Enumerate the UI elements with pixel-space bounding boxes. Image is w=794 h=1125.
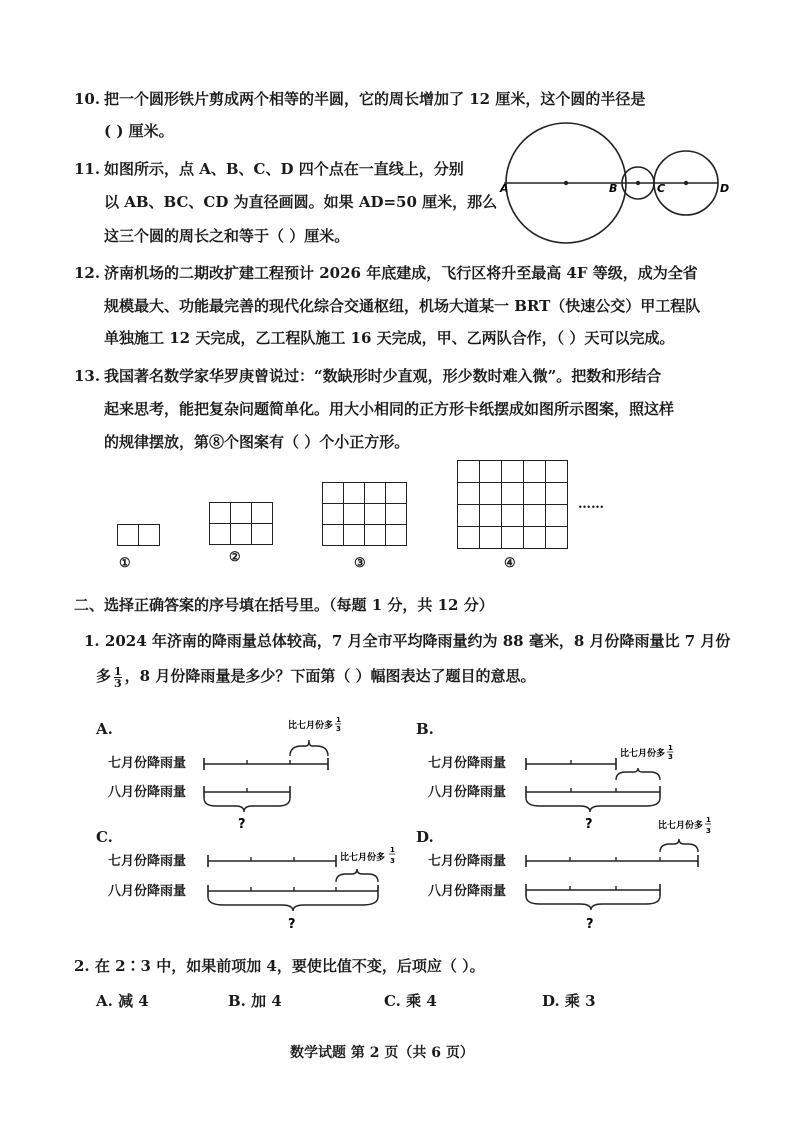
svg-text:3: 3	[390, 857, 395, 865]
option-d-aug-label: 八月份降雨量	[428, 884, 507, 899]
pattern-label-4: ④	[504, 556, 516, 571]
option-c-july-label: 七月份降雨量	[108, 854, 187, 869]
option-c-diagram	[200, 836, 410, 936]
option-d-label: D.	[416, 828, 434, 846]
option-b-aug-label: 八月份降雨量	[428, 785, 507, 800]
c2-option-a: A. 减 4	[96, 992, 149, 1010]
q11-circles-diagram	[490, 120, 750, 260]
q12-text-line1: 济南机场的二期改扩建工程预计 2026 年底建成，飞行区将升至最高 4F 等级，成为全省	[104, 264, 698, 282]
q10-text-line1: 把一个圆形铁片剪成两个相等的半圆，它的周长增加了 12 厘米，这个圆的半径是	[104, 90, 646, 108]
q12-text-line3: 单独施工 12 天完成，乙工程队施工 16 天完成，甲、乙两队合作，（ ）天可以完成。	[104, 329, 675, 347]
pattern-figure-2	[209, 502, 273, 545]
pattern-figure-1	[117, 524, 160, 546]
option-a-question-mark: ?	[238, 817, 246, 832]
option-b-brace-label: 比七月份多	[620, 749, 666, 759]
c1-text-pre: 多	[96, 667, 112, 685]
option-d-brace-label: 比七月份多	[658, 821, 704, 831]
option-b-july-label: 七月份降雨量	[428, 756, 507, 771]
pattern-figure-4	[457, 460, 568, 549]
option-c-question-mark: ?	[288, 917, 296, 932]
pattern-figure-3	[322, 482, 407, 546]
option-c-aug-label: 八月份降雨量	[108, 884, 187, 899]
label-c: C	[657, 182, 666, 195]
svg-text:3: 3	[336, 725, 341, 733]
pattern-label-1: ①	[119, 556, 131, 571]
c2-option-c: C. 乘 4	[384, 992, 437, 1010]
center-cd	[684, 181, 688, 185]
q13-text-line2: 起来思考，能把复杂问题简单化。用大小相同的正方形卡纸摆成如图所示图案，照这样	[104, 400, 675, 418]
option-a-label: A.	[96, 720, 113, 738]
q12-number: 12.	[74, 264, 101, 282]
svg-text:3: 3	[668, 753, 673, 761]
svg-text:1: 1	[336, 716, 341, 724]
q11-text-line2: 以 AB、BC、CD 为直径画圆。如果 AD=50 厘米，那么	[104, 193, 498, 211]
c2-option-b: B. 加 4	[228, 992, 282, 1010]
pattern-label-3: ③	[354, 556, 366, 571]
option-d-july-label: 七月份降雨量	[428, 854, 507, 869]
option-a-brace-label: 比七月份多	[288, 721, 334, 731]
label-b: B	[609, 182, 618, 195]
q13-text-line3: 的规律摆放，第⑧个图案有（ ）个小正方形。	[104, 433, 410, 451]
pattern-ellipsis: ……	[578, 497, 604, 512]
pattern-label-2: ②	[229, 550, 241, 565]
option-c-brace-label: 比七月份多	[340, 853, 386, 863]
q11-text-line1: 如图所示，点 A、B、C、D 四个点在一直线上，分别	[104, 160, 464, 178]
svg-text:3: 3	[706, 827, 711, 835]
c1-text-line1: 1. 2024 年济南的降雨量总体较高，7 月全市平均降雨量约为 88 毫米，8 月份降雨量比 7 月份	[84, 632, 731, 650]
page-footer: 数学试题 第 2 页（共 6 页）	[290, 1045, 474, 1061]
option-b-label: B.	[416, 720, 434, 738]
c1-text-line2	[96, 665, 536, 689]
q11-text-line3: 这三个圆的周长之和等于（ ）厘米。	[104, 227, 350, 245]
q13-text-line1: 我国著名数学家华罗庚曾说过：“数缺形时少直观，形少数时难入微”。把数和形结合	[104, 367, 662, 385]
label-d: D	[720, 182, 730, 195]
option-b-question-mark: ?	[585, 817, 593, 832]
svg-text:1: 1	[390, 846, 395, 854]
label-a: A	[500, 182, 509, 195]
svg-text:1: 1	[668, 744, 673, 752]
q10-number: 10.	[74, 90, 101, 108]
option-d-question-mark: ?	[586, 917, 594, 932]
option-d-diagram	[522, 810, 722, 936]
c2-option-d: D. 乘 3	[542, 992, 596, 1010]
center-bc	[636, 181, 640, 185]
option-c-label: C.	[96, 828, 113, 846]
q10-text-line2: ( ) 厘米。	[104, 122, 174, 140]
c1-text-post: ，8 月份降雨量是多少？下面第（ ）幅图表达了题目的意思。	[124, 667, 536, 685]
q12-text-line2: 规模最大、功能最完善的现代化综合交通枢纽，机场大道某一 BRT（快速公交）甲工程队	[104, 297, 701, 315]
option-a-july-label: 七月份降雨量	[108, 756, 187, 771]
option-a-aug-label: 八月份降雨量	[108, 785, 187, 800]
c2-text: 2. 在 2∶3 中，如果前项加 4，要使比值不变，后项应（ ）。	[74, 957, 485, 975]
q11-number: 11.	[74, 160, 101, 178]
one-third-fraction: $\frac{1}{3}$	[114, 664, 122, 690]
svg-text:1: 1	[706, 816, 711, 824]
section2-heading: 二、选择正确答案的序号填在括号里。（每题 1 分，共 12 分）	[74, 596, 494, 614]
q13-number: 13.	[74, 367, 101, 385]
center-ab	[564, 181, 568, 185]
option-a-diagram	[196, 716, 346, 836]
